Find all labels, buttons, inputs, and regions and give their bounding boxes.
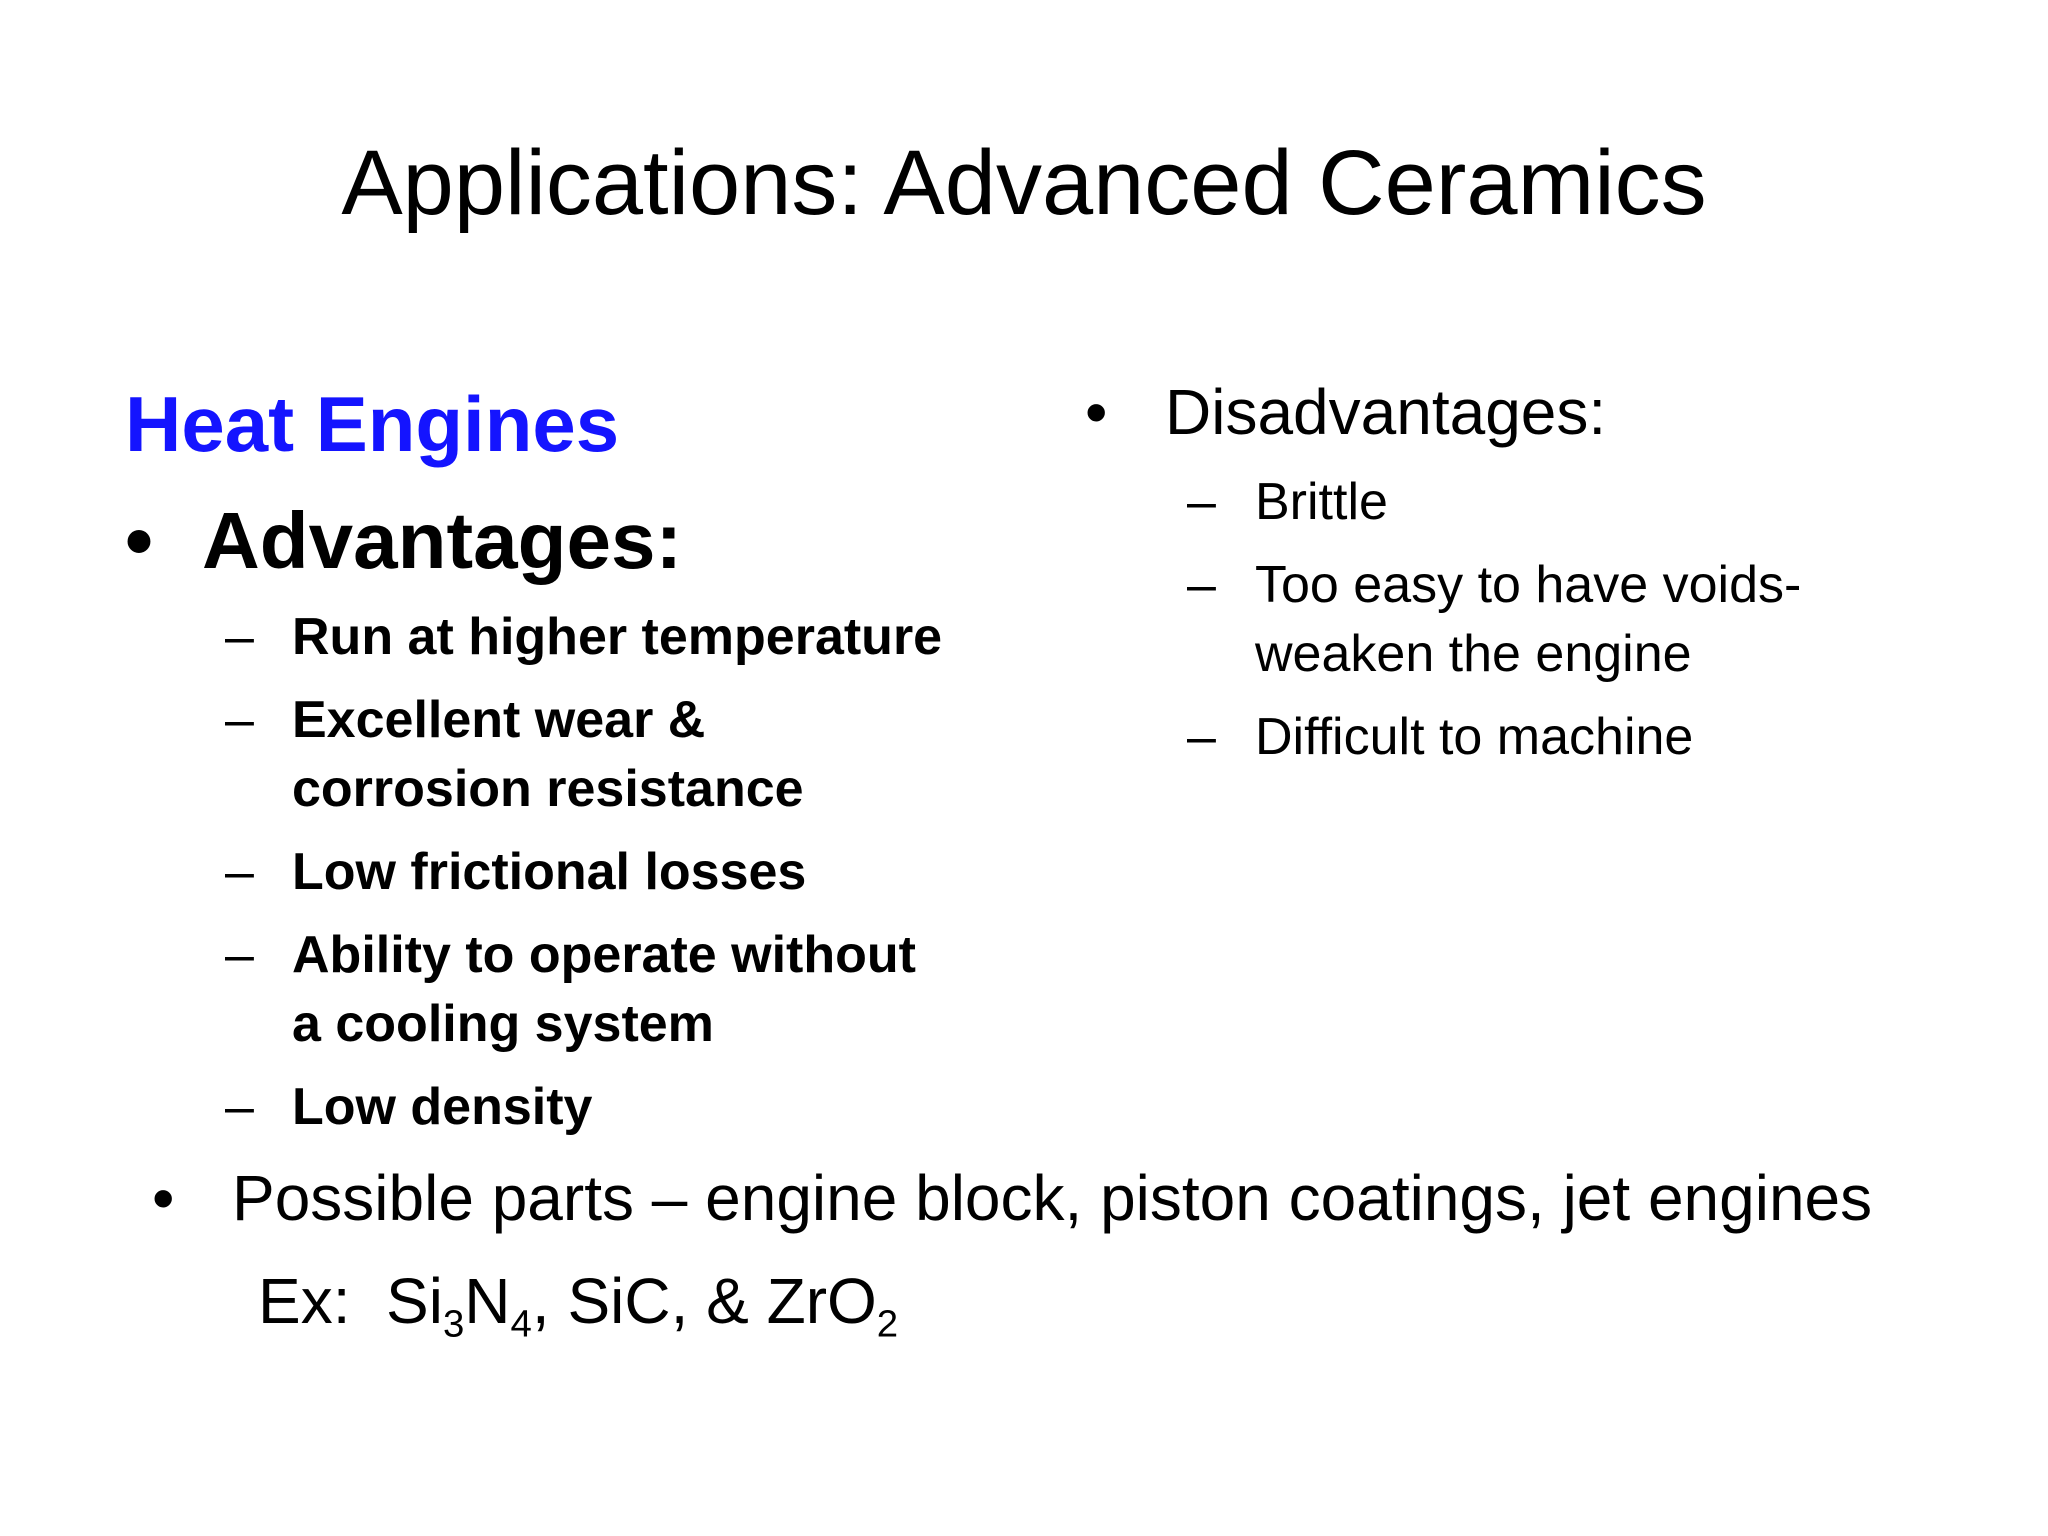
- possible-parts-text: Possible parts – engine block, piston coatings, jet engines: [232, 1162, 1873, 1234]
- dash-icon: –: [225, 608, 254, 666]
- dash-icon: –: [225, 926, 254, 984]
- advantages-label: Advantages:: [202, 496, 683, 585]
- bullet-dot-icon: •: [152, 1162, 175, 1234]
- slide-title: Applications: Advanced Ceramics: [341, 132, 1707, 234]
- disadvantage-item: Too easy to have voids-: [1255, 556, 1802, 614]
- advantage-item: Low frictional losses: [292, 843, 807, 901]
- bullet-dot-icon: •: [125, 496, 154, 585]
- example-formulas: [258, 1263, 899, 1346]
- formula-subscript: 3: [442, 1302, 465, 1346]
- formula-element: Si: [386, 1265, 443, 1337]
- section-heading-heat-engines: Heat Engines: [125, 380, 620, 468]
- advantage-item-continuation: corrosion resistance: [292, 760, 804, 818]
- bullet-dot-icon: •: [1085, 376, 1108, 448]
- formula-separator: , SiC, &: [531, 1265, 767, 1337]
- advantage-item-continuation: a cooling system: [292, 995, 714, 1053]
- disadvantages-label: Disadvantages:: [1165, 376, 1607, 448]
- bullet-advantages: [125, 495, 153, 587]
- disadvantage-item: Brittle: [1255, 473, 1388, 531]
- dash-icon: –: [1187, 708, 1216, 766]
- example-prefix: Ex:: [258, 1265, 351, 1337]
- formula-zro2: [766, 1265, 899, 1346]
- advantage-item: Run at higher temperature: [292, 608, 943, 666]
- dash-icon: –: [1187, 473, 1216, 531]
- formula-subscript: 2: [876, 1302, 899, 1346]
- dash-icon: –: [225, 1078, 254, 1136]
- disadvantage-item-continuation: weaken the engine: [1255, 625, 1692, 683]
- formula-element: ZrO: [766, 1265, 877, 1337]
- advantage-item: Low density: [292, 1078, 593, 1136]
- formula-si3n4: [386, 1265, 532, 1346]
- dash-icon: –: [225, 843, 254, 901]
- advantage-item: Excellent wear &: [292, 691, 706, 749]
- disadvantage-item: Difficult to machine: [1255, 708, 1694, 766]
- dash-icon: –: [1187, 556, 1216, 614]
- formula-subscript: 4: [510, 1302, 532, 1346]
- advantage-item: Ability to operate without: [292, 926, 916, 984]
- formula-element: N: [464, 1265, 511, 1337]
- dash-icon: –: [225, 691, 254, 749]
